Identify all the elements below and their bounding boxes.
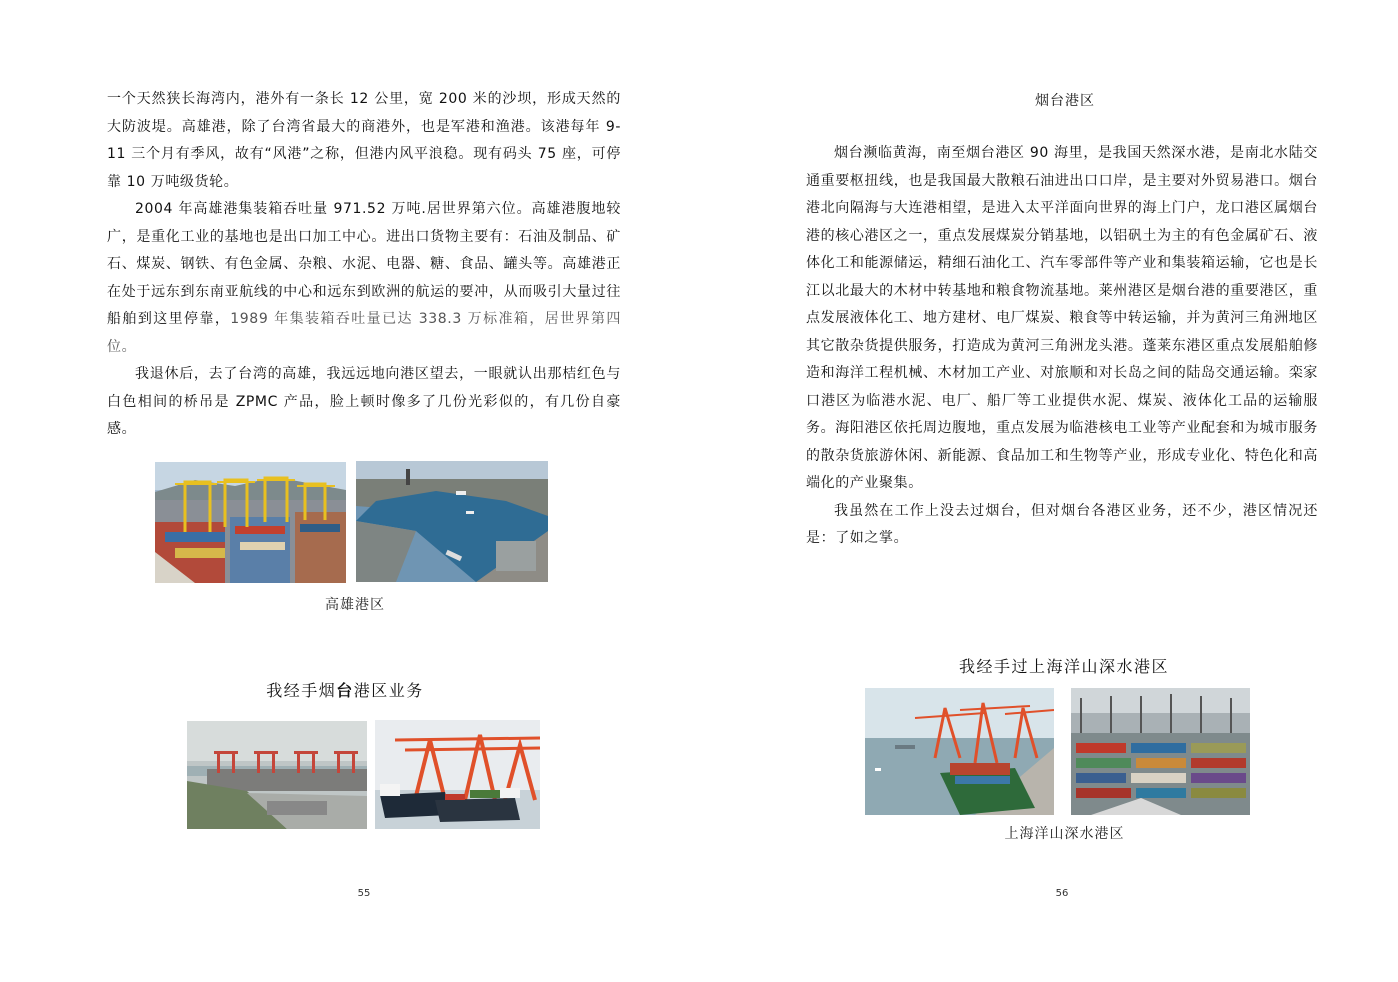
kaohsiung-terminal-photo: [155, 462, 346, 583]
yantai-cranes-ships-photo: [375, 720, 540, 829]
yantai-section-title: [230, 678, 460, 701]
kaohsiung-photo-caption: 高雄港区: [325, 597, 385, 613]
left-body-text: [107, 86, 621, 444]
paragraph-text-muted: 1989 年集装箱吞吐量已达 338.3 万标准箱，居世界第四位。: [107, 311, 621, 355]
yangshan-container-yard-photo: [1071, 688, 1250, 815]
yangshan-photo-caption: 上海洋山深水港区: [1004, 826, 1125, 842]
right-body-text: [806, 140, 1318, 553]
yantai-terminal-photo: [187, 721, 367, 829]
kaohsiung-harbor-aerial-photo: [356, 461, 548, 582]
paragraph: 我虽然在工作上没去过烟台，但对烟台各港区业务，还不少，港区情况还是：了如之掌。: [806, 502, 1318, 546]
section-title-bold: 台: [336, 681, 354, 700]
left-page-number: 55: [357, 888, 371, 899]
paragraph-text: 2004 年高雄港集装箱吞吐量 971.52 万吨.居世界第六位。高雄港腹地较广，是重化工业的基地也是出口加工中心。进出口货物主要有：石油及制品、矿石、煤炭、钢铁、有色金属、杂粮、水泥、电器、糖、食品、罐头等。高雄港正在处于远东到东南亚航线的中心和远东到欧洲的航运的要冲，从而吸引大量过往船舶到这里停靠，: [107, 201, 621, 327]
paragraph: 一个天然狭长海湾内，港外有一条长 12 公里，宽 200 米的沙坝，形成天然的大防波堤。高雄港，除了台湾省最大的商港外，也是军港和渔港。该港每年 9-11 三个月有季风，故有“风港”之称，但港内风平浪稳。现有码头 75 座，可停靠 10 万吨级货轮。: [107, 91, 621, 190]
yantai-heading: 烟台港区: [1035, 93, 1095, 109]
right-page: [699, 0, 1398, 982]
paragraph: 我退休后，去了台湾的高雄，我远远地向港区望去，一眼就认出那桔红色与白色相间的桥吊是 ZPMC 产品，脸上顿时像多了几份光彩似的，有几份自豪感。: [107, 366, 621, 437]
yangshan-terminal-ship-photo: [865, 688, 1054, 815]
right-page-number: 56: [1055, 888, 1069, 899]
paragraph: 烟台濒临黄海，南至烟台港区 90 海里，是我国天然深水港，是南北水陆交通重要枢扭线，也是我国最大散粮石油进出口口岸，是主要对外贸易港口。烟台港北向隔海与大连港相望，是进入太平洋面向世界的海上门户，龙口港区属烟台港的核心港区之一，重点发展煤炭分销基地，以铝矾土为主的有色金属矿石、液体化工和能源储运，精细石油化工、汽车零部件等产业和集装箱运输，它也是长江以北最大的木材中转基地和粮食物流基地。莱州港区是烟台港的重要港区，重点发展液体化工、地方建材、电厂煤炭、粮食等中转运输，并为黄河三角洲地区其它散杂货提供服务，打造成为黄河三角洲龙头港。蓬莱东港区重点发展船舶修造和海洋工程机械、木材加工产业、对旅顺和对长岛之间的陆岛交通运输。栾家口港区为临港水泥、电厂、船厂等工业提供水泥、煤炭、液体化工品的运输服务。海阳港区依托周边腹地，重点发展为临港核电工业等产业配套和为城市服务的散杂货旅游休闲、新能源、食品加工和生物等产业，形成专业化、特色化和高端化的产业聚集。: [806, 145, 1318, 491]
section-title-prefix: 我经手烟: [266, 681, 337, 700]
section-title-suffix: 港区业务: [353, 681, 424, 700]
paragraph: [107, 196, 621, 361]
yangshan-section-title: 我经手过上海洋山深水港区: [958, 657, 1169, 676]
